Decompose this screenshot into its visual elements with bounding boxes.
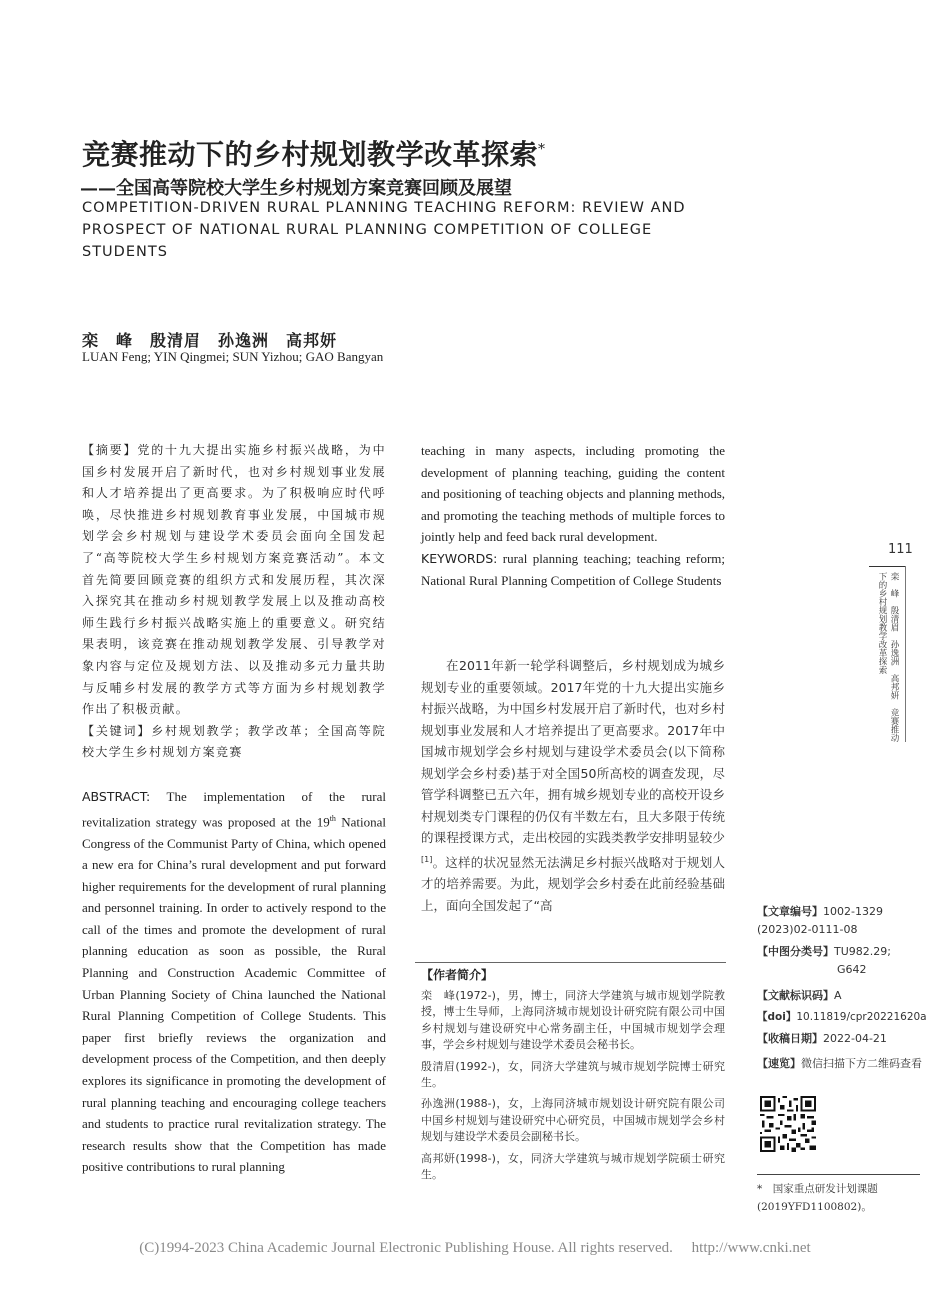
chinese-abstract <box>82 440 386 764</box>
english-title: COMPETITION-DRIVEN RURAL PLANNING TEACHING REFORM: REVIEW AND PROSPECT OF NATIONAL RURAL PLANNING COMPETITION OF COLLEGE STUDENTS <box>82 200 686 260</box>
bio-item: 孙逸洲(1988-)，女，上海同济城市规划设计研究院有限公司中国乡村规划与建设研究中心研究员，中国城市规划学会乡村规划与建设学术委员会副秘书长。 <box>421 1097 725 1144</box>
page-number: 111 <box>888 542 913 557</box>
document-code <box>757 987 927 1005</box>
english-abstract <box>82 786 386 1178</box>
footnote-rule <box>757 1174 920 1175</box>
qr-code-image[interactable] <box>760 1096 816 1152</box>
authors-chinese: 栾 峰 殷清眉 孙逸洲 高邦妍 <box>82 331 338 350</box>
english-keywords-label: KEYWORDS: <box>421 550 498 566</box>
running-head-rule <box>905 566 906 742</box>
footnote-mark: * <box>757 1183 763 1195</box>
body-text-part-a: 在2011年新一轮学科调整后，乡村规划成为城乡规划专业的重要领域。2017年党的十九大提出实施乡村振兴战略，为中国乡村发展开启了新时代，也对乡村规划事业发展和人才培养提出了更高要求。2017年中国城市规划学会乡村规划与建设学术委员会(以下简称规划学会乡村委)基于对全国50所高校的调查发现，尽管学科调整已五六年，拥有城乡规划专业的高校开设乡村规划类专门课程的仍仅有半数左右，且大多限于传统的课程授课方式，走出校园的实践类教学安排明显较少 <box>421 658 725 845</box>
title-footnote-mark: * <box>538 141 546 158</box>
body-text <box>421 655 725 916</box>
article-number-value: 1002-1329 (2023)02-0111-08 <box>757 905 883 936</box>
bio-title: 【作者简介】 <box>421 968 494 982</box>
english-abstract-continued <box>421 440 725 591</box>
keywords-label: 【关键词】 <box>82 723 152 738</box>
keywords-text: 乡村规划教学；教学改革；全国高等院校大学生乡村规划方案竞赛 <box>82 723 386 760</box>
clc-value-2: G642 <box>837 963 867 976</box>
author-bios <box>421 988 725 1188</box>
clc-value: TU982.29; <box>834 945 891 958</box>
clc-number <box>757 943 927 979</box>
article-subtitle: ——全国高等院校大学生乡村规划方案竞赛回顾及展望 <box>80 178 512 199</box>
citation-mark: [1] <box>421 854 433 864</box>
quick-view-label: 【速览】 <box>757 1057 801 1070</box>
ordinal-superscript: th <box>329 813 336 823</box>
bio-item: 栾 峰(1972-)，男，博士，同济大学建筑与城市规划学院教授，博士生导师，上海同济城市规划设计研究院有限公司中国乡村规划与建设研究中心常务副主任，中国城市规划学会理事，学会乡村规划与建设学术委员会秘书长。 <box>421 989 725 1052</box>
quick-view <box>757 1055 927 1073</box>
quick-view-value: 微信扫描下方二维码查看 <box>801 1057 922 1070</box>
body-text-part-b: 。这样的状况显然无法满足乡村振兴战略对于规划人才的培养需要。为此，规划学会乡村委在此前经验基础上，面向全国发起了“高 <box>421 854 725 913</box>
abstract-text: 党的十九大提出实施乡村振兴战略，为中国乡村发展开启了新时代，也对乡村规划事业发展和人才培养提出了更高要求。为了积极响应时代呼唤，尽快推进乡村规划教育事业发展，中国城市规划学会乡村规划与建设学术委员会面向全国发起了“高等院校大学生乡村规划方案竞赛活动”。本文首先简要回顾竞赛的组织方式和发展历程，其次深入探究其在推动乡村规划教学发展上以及推动高校师生践行乡村振兴战略实施上的重要意义。研究结果表明，该竞赛在推动规划教学发展、引导教学对象内容与定位及规划方法、以及推动多元力量共助与反哺乡村发展的教学方式等方面为乡村规划教学作出了积极贡献。 <box>82 443 386 717</box>
title-text: 竞赛推动下的乡村规划教学改革探索 <box>82 138 539 171</box>
document-code-label: 【文献标识码】 <box>757 989 834 1002</box>
copyright-notice: (C)1994-2023 China Academic Journal Electronic Publishing House. All rights reserved. http://www.cnki.net <box>139 1240 811 1256</box>
doi-value: 10.11819/cpr20221620a <box>796 1011 927 1023</box>
bio-item: 高邦妍(1998-)，女，同济大学建筑与城市规划学院硕士研究生。 <box>421 1151 725 1182</box>
authors-english: LUAN Feng; YIN Qingmei; SUN Yizhou; GAO Bangyan <box>82 349 384 364</box>
received-label: 【收稿日期】 <box>757 1032 823 1045</box>
doi-label: 【doi】 <box>757 1011 797 1023</box>
english-abstract-text-part-c: teaching in many aspects, including promoting the development of planning teaching, guiding the content and positioning of teaching objects and planning methods, and promoting the teaching methods of multiple forces to jointly help and feed back rural development. <box>421 443 725 545</box>
running-head: 栾 峰 殷清眉 孙逸洲 高邦妍 竞赛推动下的乡村规划教学改革探索 <box>877 572 899 742</box>
received-value: 2022-04-21 <box>823 1032 887 1045</box>
clc-label: 【中图分类号】 <box>757 945 834 958</box>
received-date <box>757 1030 927 1048</box>
abstract-label: 【摘要】 <box>82 443 138 457</box>
document-code-value: A <box>834 989 842 1002</box>
page-number-rule <box>869 566 905 567</box>
footnote <box>757 1180 925 1216</box>
footnote-text: 国家重点研发计划课题(2019YFD1100802)。 <box>757 1183 878 1213</box>
english-abstract-label: ABSTRACT: <box>82 789 151 804</box>
english-abstract-text-part-b: National Congress of the Communist Party of China, which opened a new era for China’s rural development and put forward higher requirements for the development of rural planning and personnel training. In order to actively respond to the call of the times and promote the development of rural planning education as soon as possible, the Rural Planning and Construction Academic Committee of Urban Planning Society of China launched the National Rural Planning Competition of College Students. This paper first briefly reviews the organization and development process of the Competition, and then deeply explores its significance in promoting the development of rural planning teaching and encouraging college teachers and students to practice rural revitalization strategy. The research results show that the Competition has made positive contributions to rural planning <box>82 813 387 1175</box>
article-number-label: 【文章编号】 <box>757 905 823 918</box>
article-number <box>757 903 927 939</box>
bio-item: 殷清眉(1992-)，女，同济大学建筑与城市规划学院博士研究生。 <box>421 1059 725 1090</box>
english-abstract-text-part-a: The implementation of the rural revitalization strategy was proposed at the 19 <box>82 789 386 829</box>
body-paragraph <box>421 655 725 916</box>
english-keywords-text: rural planning teaching; teaching reform; National Rural Planning Competition of College Students <box>421 550 725 588</box>
doi <box>757 1008 927 1026</box>
article-title <box>82 133 546 173</box>
bio-divider <box>415 962 726 963</box>
